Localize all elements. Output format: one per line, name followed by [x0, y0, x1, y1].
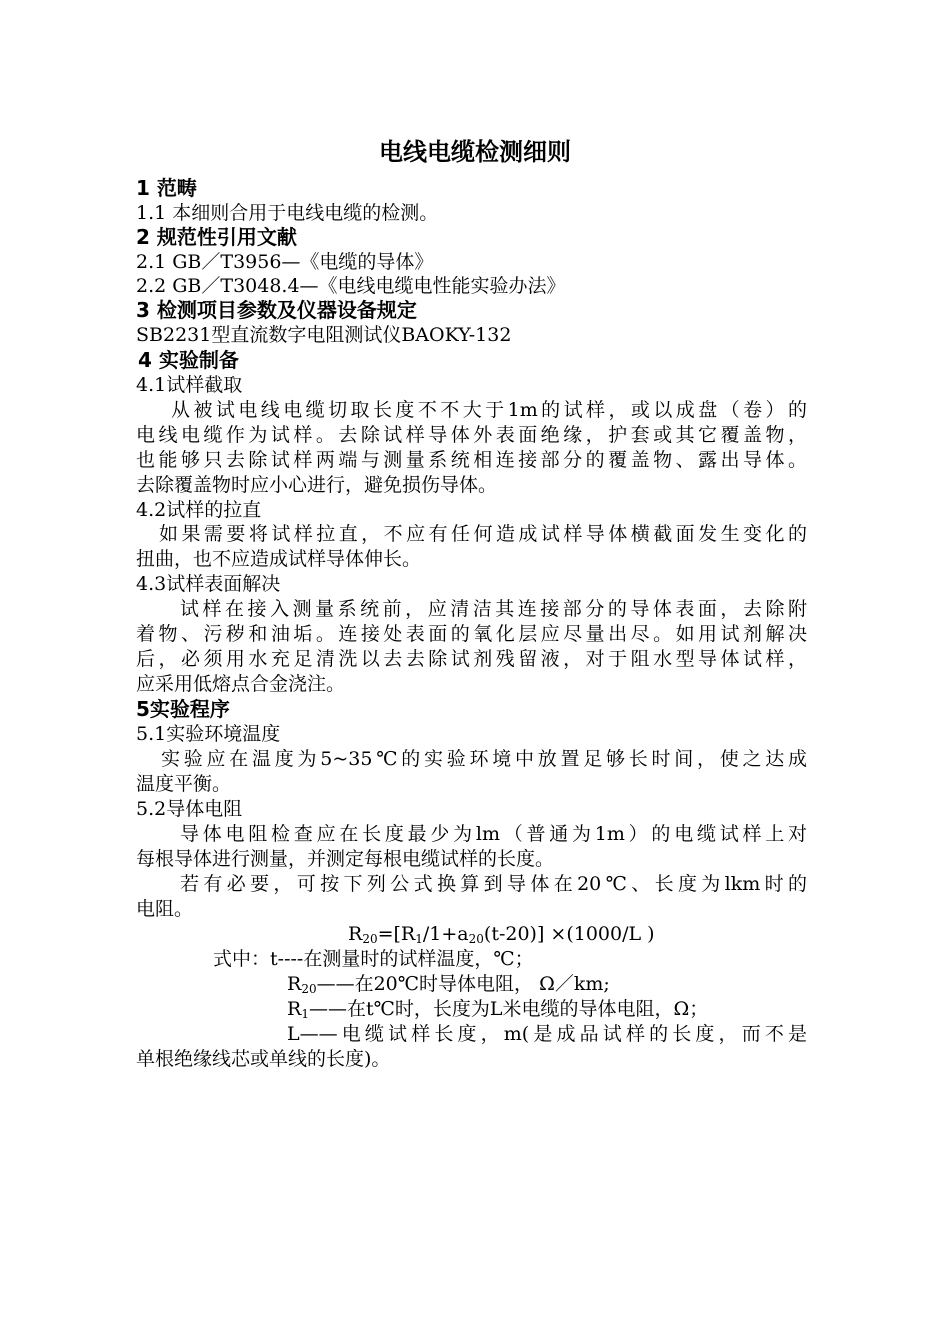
- section-4-3-para-line: 试样在接入测量系统前，应清洁其连接部分的导体表面，去除附: [180, 598, 807, 620]
- section-4-2-title: 4.2试样的拉直: [136, 499, 262, 521]
- section-2-2-text: 2.2 GB／T3048.4—《电线电缆电性能实验办法》: [136, 275, 566, 297]
- section-4-2-para-line: 如果需要将试样拉直，不应有任何造成试样导体横截面发生变化的: [159, 523, 807, 545]
- where-r20-line: [287, 972, 707, 996]
- section-4-1-para-line: 也能够只去除试样两端与测量系统相连接部分的覆盖物、露出导体。: [136, 449, 807, 471]
- section-5-2-para-line: 每根导体进行测量，并测定每根电缆试样的长度。: [136, 848, 555, 870]
- formula-mid: /1+a: [422, 923, 469, 945]
- section-5-1-para-line: 温度平衡。: [136, 773, 232, 795]
- formula-tail: (t-20)] ×(1000/L ): [483, 923, 655, 945]
- section-5-1-title: 5.1实验环境温度: [136, 723, 281, 745]
- where-l-line-cont: 单根绝缘线芯或单线的长度)。: [136, 1048, 391, 1070]
- section-3-heading: 3 检测项目参数及仪器设备规定: [136, 298, 417, 322]
- formula-sub-1: 1: [415, 932, 423, 946]
- where-r20-text: ——在20℃时导体电阻， Ω／km;: [316, 973, 610, 995]
- section-2-1-text: 2.1 GB／T3956—《电缆的导体》: [136, 251, 434, 273]
- section-4-2-para-line: 扭曲，也不应造成试样导体伸长。: [136, 548, 422, 570]
- section-1-heading: 1 范畴: [136, 176, 197, 200]
- section-5-2-para-line: 若有必要，可按下列公式换算到导体在20℃、长度为lkm时的: [180, 873, 807, 895]
- section-4-3-para-line: 着物、污秽和油垢。连接处表面的氧化层应尽量出尽。如用试剂解决: [136, 623, 807, 645]
- section-5-1-para-line: 实验应在温度为5~35℃的实验环境中放置足够长时间，使之达成: [161, 748, 807, 770]
- formula-sub-20b: 20: [468, 932, 484, 946]
- section-4-3-para-line: 后，必须用水充足清洗以去去除试剂残留液，对于阻水型导体试样，: [136, 648, 807, 670]
- where-r20-sub: 20: [301, 982, 317, 996]
- section-4-3-title: 4.3试样表面解决: [136, 573, 281, 595]
- section-4-1-title: 4.1试样截取: [136, 374, 243, 396]
- formula-eq: =[R: [377, 923, 416, 945]
- where-l-line: L——电缆试样长度，m(是成品试样的长度，而不是: [287, 1023, 807, 1045]
- document-title: 电线电缆检测细则: [379, 138, 571, 166]
- where-r1-text: ——在t℃时，长度为L米电缆的导体电阻，Ω；: [308, 998, 709, 1020]
- where-t-text: t----在测量时的试样温度，℃；: [270, 948, 534, 970]
- section-3-instrument-text: SB2231型直流数字电阻测试仪BAOKY-132: [136, 324, 512, 346]
- where-r1-symbol: R: [287, 998, 302, 1020]
- resistance-formula: [348, 922, 768, 946]
- section-4-heading: 4 实验制备: [138, 348, 239, 372]
- where-r1-line: [287, 997, 787, 1021]
- section-4-1-para-line: 去除覆盖物时应小心进行，避免损伤导体。: [136, 474, 498, 496]
- where-label: 式中：: [213, 948, 271, 970]
- section-5-2-para-line: 导体电阻检查应在长度最少为lm（普通为1m）的电缆试样上对: [180, 823, 807, 845]
- section-4-1-para-line: 电线电缆作为试样。去除试样导体外表面绝缘，护套或其它覆盖物，: [136, 424, 807, 446]
- section-1-1-text: 1.1 本细则合用于电线电缆的检测。: [136, 202, 439, 224]
- section-4-3-para-line: 应采用低熔点合金浇注。: [136, 673, 346, 695]
- section-5-heading: 5实验程序: [136, 697, 230, 721]
- section-2-heading: 2 规范性引用文献: [136, 225, 297, 249]
- where-r20-symbol: R: [287, 973, 302, 995]
- section-5-2-title: 5.2导体电阻: [136, 798, 243, 820]
- formula-sub-20: 20: [362, 932, 378, 946]
- section-5-2-para-line: 电阻。: [136, 898, 194, 920]
- formula-r: R: [348, 923, 363, 945]
- section-4-1-para-line: 从被试电线电缆切取长度不不大于1m的试样，或以成盘（卷）的: [171, 399, 807, 421]
- where-t-line: [213, 947, 613, 971]
- where-r1-sub: 1: [301, 1007, 309, 1021]
